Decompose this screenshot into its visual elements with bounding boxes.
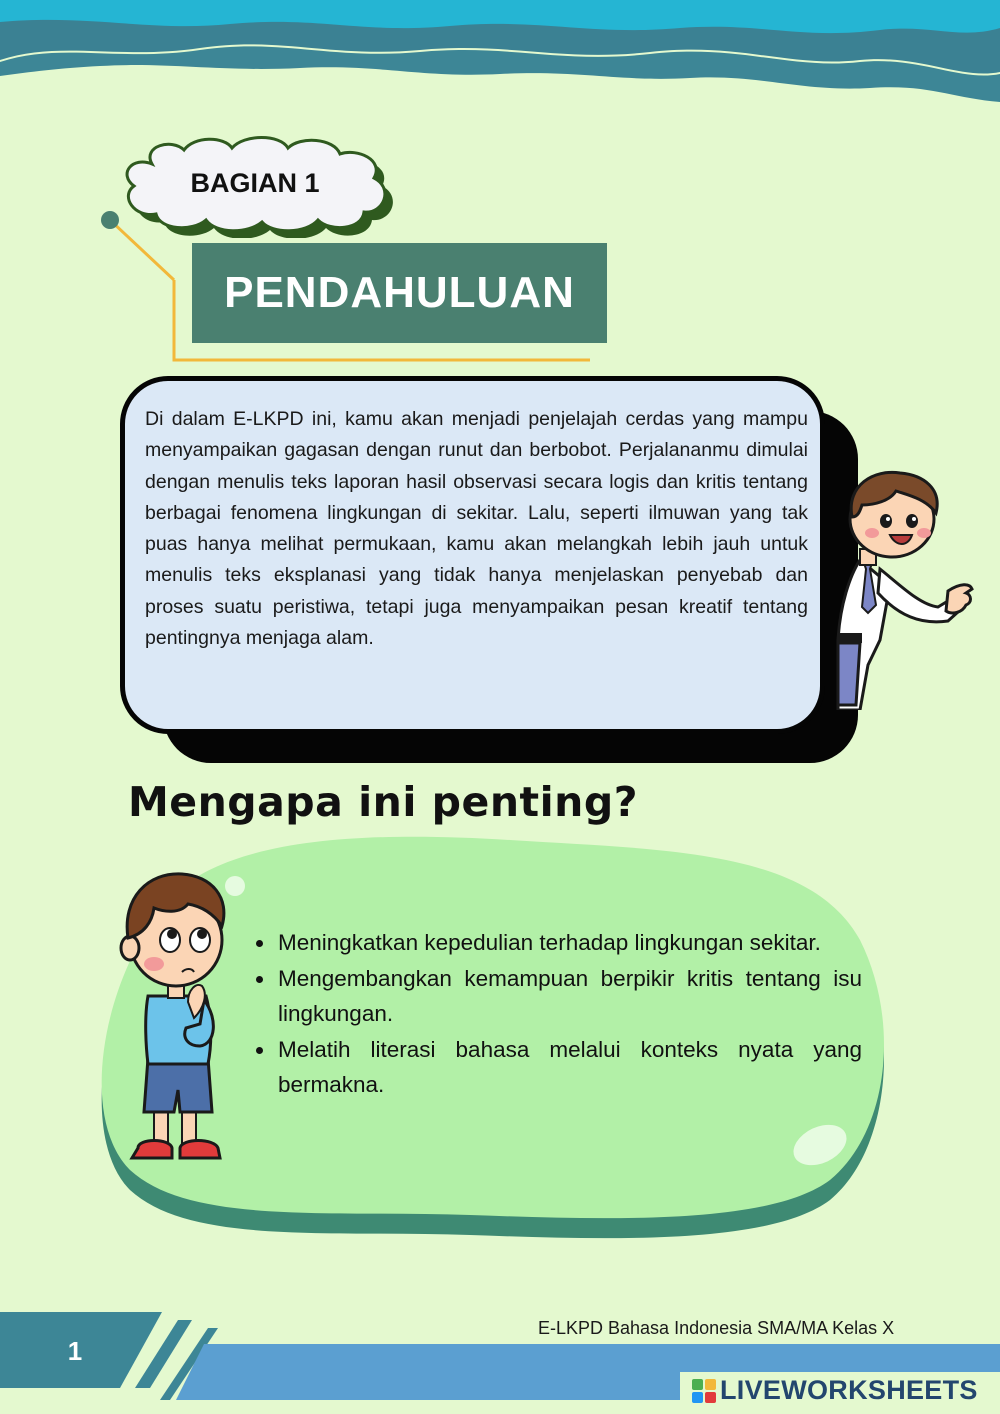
watermark-text: LIVEWORKSHEETS — [720, 1375, 978, 1405]
page-number: 1 — [67, 1336, 83, 1366]
thinking-boy-illustration — [108, 868, 248, 1173]
importance-list — [250, 925, 862, 1103]
liveworksheets-logo — [692, 1375, 978, 1406]
section-title-box — [192, 243, 607, 343]
list-item: • Mengembangkan kemampuan berpikir kritis tentang isu lingkungan. — [276, 961, 862, 1032]
footer-book-title: E-LKPD Bahasa Indonesia SMA/MA Kelas X — [538, 1318, 895, 1338]
section-label: BAGIAN 1 — [190, 168, 320, 198]
why-heading: Mengapa ini penting? — [128, 778, 638, 826]
page-title: PENDAHULUAN — [224, 268, 575, 317]
liveworksheets-logo-icon — [692, 1379, 716, 1403]
list-item: • Melatih literasi bahasa melalui konteks nyata yang bermakna. — [276, 1032, 862, 1103]
teacher-illustration — [820, 465, 990, 710]
intro-paragraph: Di dalam E-LKPD ini, kamu akan menjadi penjelajah cerdas yang mampu menyampaikan gagasan dengan runut dan berbobot. Perjalananmu dimulai dengan menulis teks laporan hasil observasi secara logis dan kritis tentang berbagai fenomena lingkungan di sekitar. Lalu, seperti ilmuwan yang tak puas hanya melihat permukaan, kamu akan melangkah lebih jauh untuk menulis teks eksplanasi yang tidak hanya menjelaskan penyebab dan proses suatu peristiwa, tetapi juga menyampaikan pesan kreatif tentang pentingnya menjaga alam. — [145, 408, 808, 650]
top-wave-decoration — [0, 0, 1000, 110]
list-item: • Meningkatkan kepedulian terhadap lingkungan sekitar. — [276, 925, 862, 961]
